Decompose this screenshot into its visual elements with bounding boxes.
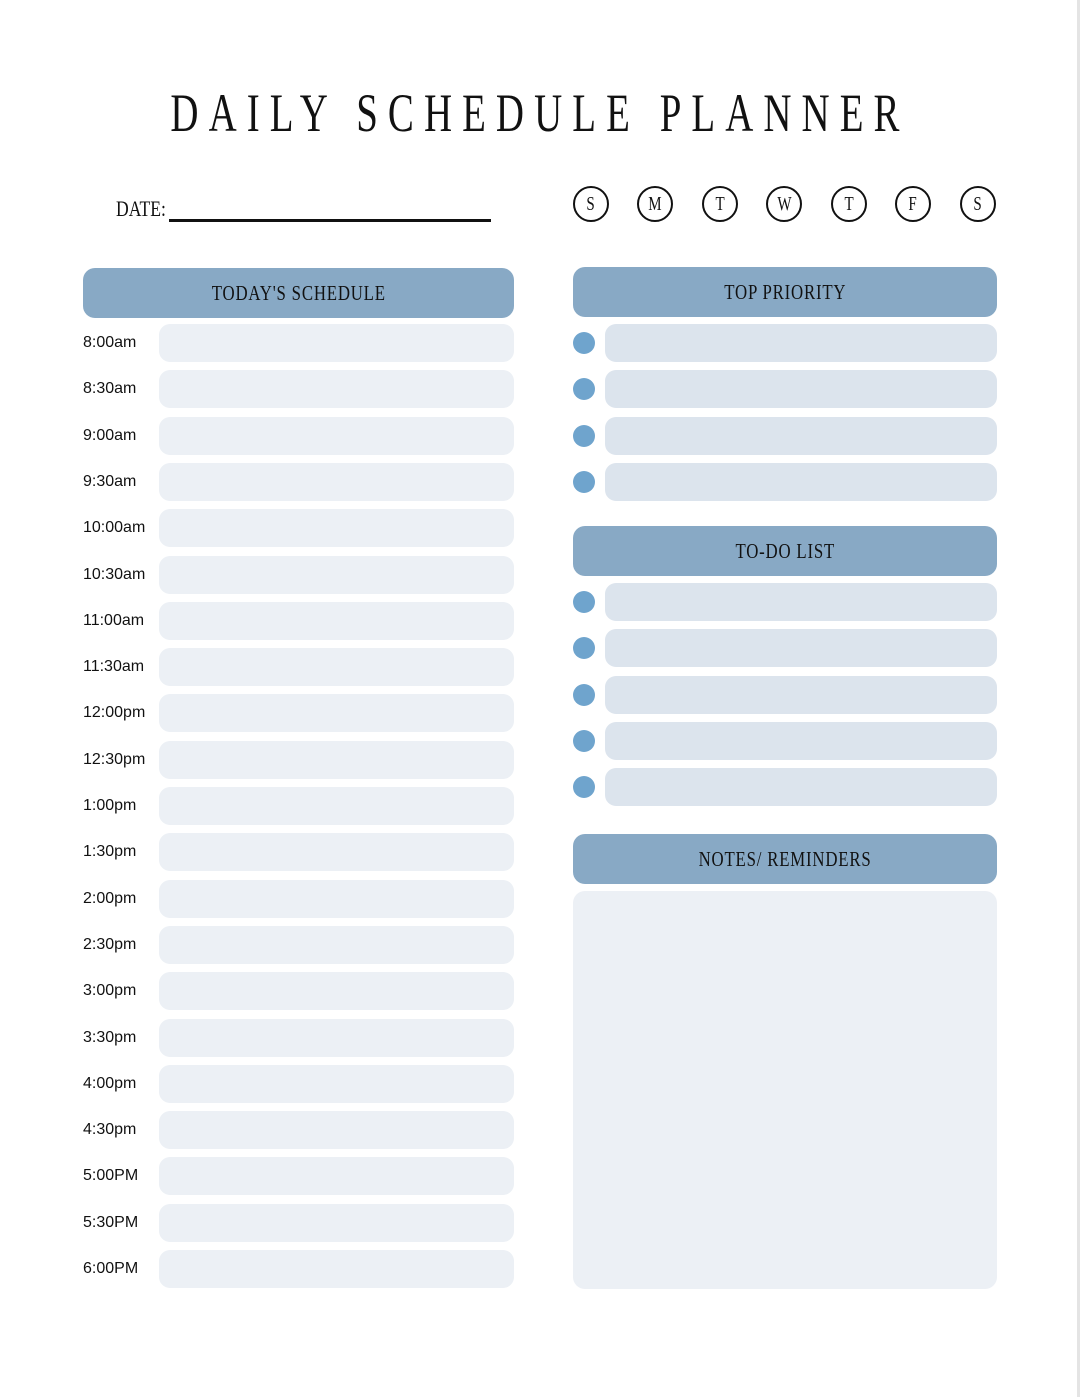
schedule-slot[interactable] — [159, 602, 514, 640]
schedule-slot[interactable] — [159, 370, 514, 408]
schedule-slot[interactable] — [159, 1250, 514, 1288]
day-circle-wednesday[interactable] — [766, 186, 802, 222]
priority-item-field[interactable] — [605, 417, 997, 455]
date-label: DATE: — [116, 196, 166, 221]
schedule-slot[interactable] — [159, 926, 514, 964]
notes-area[interactable] — [573, 891, 997, 1289]
day-label: T — [715, 193, 725, 215]
day-label: S — [973, 193, 983, 215]
time-label: 4:00pm — [83, 1075, 137, 1092]
time-label: 11:00am — [83, 612, 145, 629]
weekday-selector — [573, 186, 997, 222]
time-label: 3:00pm — [83, 982, 137, 999]
day-label: W — [776, 193, 792, 215]
todo-item-field[interactable] — [605, 722, 997, 760]
date-field[interactable] — [169, 219, 491, 222]
day-circle-monday[interactable] — [637, 186, 673, 222]
day-label: S — [586, 193, 596, 215]
schedule-slot[interactable] — [159, 694, 514, 732]
time-label: 12:00pm — [83, 704, 146, 721]
schedule-slot[interactable] — [159, 648, 514, 686]
schedule-slot[interactable] — [159, 324, 514, 362]
todo-bullet-icon[interactable] — [573, 637, 595, 659]
priority-bullet-icon[interactable] — [573, 471, 595, 493]
schedule-slot[interactable] — [159, 556, 514, 594]
schedule-slot[interactable] — [159, 741, 514, 779]
priority-bullet-icon[interactable] — [573, 425, 595, 447]
time-label: 9:00am — [83, 427, 137, 444]
todo-bullet-icon[interactable] — [573, 684, 595, 706]
schedule-header-label: TODAY'S SCHEDULE — [211, 281, 386, 305]
time-label: 1:30pm — [83, 843, 137, 860]
notes-header — [573, 834, 997, 884]
schedule-slot[interactable] — [159, 1111, 514, 1149]
day-circle-sunday[interactable] — [573, 186, 609, 222]
time-label: 1:00pm — [83, 797, 137, 814]
day-circle-thursday[interactable] — [831, 186, 867, 222]
schedule-slot[interactable] — [159, 1065, 514, 1103]
todo-item-field[interactable] — [605, 583, 997, 621]
time-label: 10:00am — [83, 519, 146, 536]
time-label: 12:30pm — [83, 751, 146, 768]
time-label: 10:30am — [83, 566, 146, 583]
time-label: 4:30pm — [83, 1121, 137, 1138]
todo-item-field[interactable] — [605, 629, 997, 667]
day-label: M — [648, 193, 662, 215]
todo-item-field[interactable] — [605, 768, 997, 806]
time-label: 8:00am — [83, 334, 137, 351]
time-label: 11:30am — [83, 658, 145, 675]
time-label: 5:30PM — [83, 1214, 139, 1231]
top-priority-header-label: TOP PRIORITY — [723, 280, 847, 304]
todo-bullet-icon[interactable] — [573, 776, 595, 798]
todo-item-field[interactable] — [605, 676, 997, 714]
todo-header-label: TO-DO LIST — [735, 539, 835, 563]
day-circle-saturday[interactable] — [960, 186, 996, 222]
time-label: 6:00PM — [83, 1260, 139, 1277]
day-circle-tuesday[interactable] — [702, 186, 738, 222]
time-label: 2:00pm — [83, 890, 137, 907]
schedule-slot[interactable] — [159, 787, 514, 825]
priority-item-field[interactable] — [605, 370, 997, 408]
time-label: 5:00PM — [83, 1167, 139, 1184]
schedule-slot[interactable] — [159, 880, 514, 918]
todo-bullet-icon[interactable] — [573, 730, 595, 752]
day-circle-friday[interactable] — [895, 186, 931, 222]
priority-bullet-icon[interactable] — [573, 332, 595, 354]
schedule-header — [83, 268, 514, 318]
schedule-slot[interactable] — [159, 509, 514, 547]
schedule-slot[interactable] — [159, 972, 514, 1010]
todo-header — [573, 526, 997, 576]
schedule-slot[interactable] — [159, 463, 514, 501]
notes-header-label: NOTES/ REMINDERS — [698, 847, 872, 871]
todo-bullet-icon[interactable] — [573, 591, 595, 613]
schedule-slot[interactable] — [159, 1157, 514, 1195]
top-priority-header — [573, 267, 997, 317]
day-label: T — [844, 193, 854, 215]
schedule-slot[interactable] — [159, 833, 514, 871]
time-label: 9:30am — [83, 473, 137, 490]
time-label: 2:30pm — [83, 936, 137, 953]
schedule-slot[interactable] — [159, 417, 514, 455]
day-label: F — [908, 193, 918, 215]
time-label: 8:30am — [83, 380, 137, 397]
schedule-slot[interactable] — [159, 1204, 514, 1242]
page-title: DAILY SCHEDULE PLANNER — [170, 83, 910, 143]
schedule-slot[interactable] — [159, 1019, 514, 1057]
priority-bullet-icon[interactable] — [573, 378, 595, 400]
priority-item-field[interactable] — [605, 324, 997, 362]
time-label: 3:30pm — [83, 1029, 137, 1046]
priority-item-field[interactable] — [605, 463, 997, 501]
